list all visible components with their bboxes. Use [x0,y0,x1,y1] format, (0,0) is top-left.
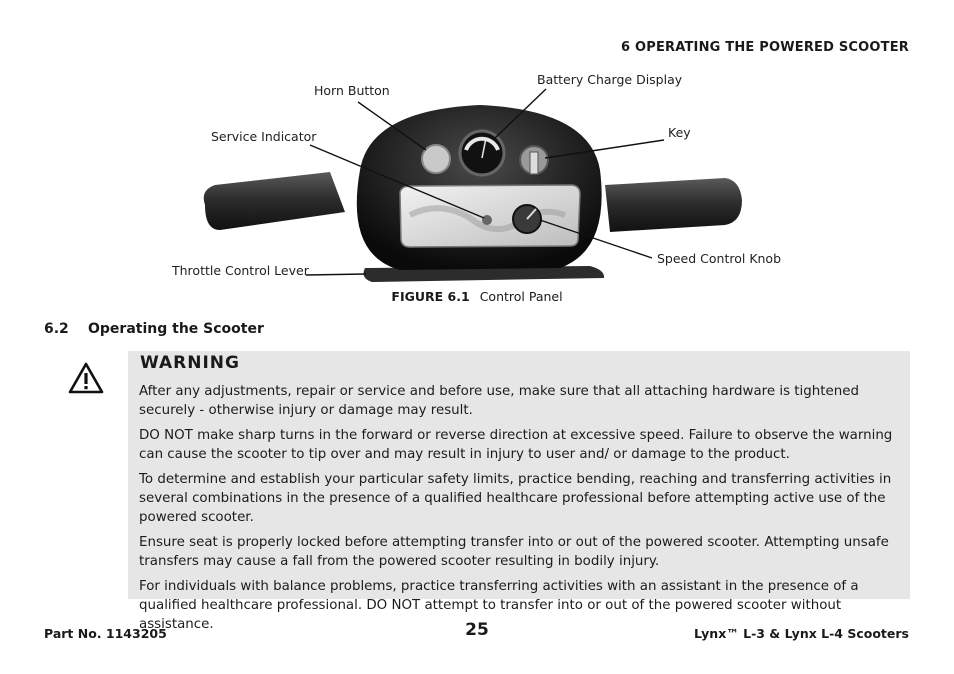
label-battery-display: Battery Charge Display [537,72,683,87]
control-panel-illustration [0,0,954,310]
speed-knob-shape [513,205,541,233]
label-speed-knob: Speed Control Knob [657,251,782,266]
warning-paragraph: DO NOT make sharp turns in the forward or reverse direction at excessive speed. Failure to observe the warning can cause the scooter to tip over and may result in injury to user and/ or damage to the product. [139,428,893,462]
warning-triangle-icon [68,362,104,394]
horn-button-shape [422,145,450,173]
page-header: 6 OPERATING THE POWERED SCOOTER [621,40,909,55]
label-horn-button: Horn Button [314,83,390,98]
figure-number: FIGURE 6.1 [391,289,470,304]
footer-part-number: Part No. 1143205 [44,626,167,641]
left-grip [204,172,345,230]
section-title-text: Operating the Scooter [88,321,264,337]
warning-paragraph: Ensure seat is properly locked before attempting transfer into or out of the powered scooter. Attempting unsafe transfers may cause a fall from the powered scooter resulting in bodily injury. [139,535,889,569]
label-service-indicator: Service Indicator [211,129,317,144]
right-grip [605,178,742,232]
label-key: Key [668,125,691,140]
label-throttle-lever: Throttle Control Lever [172,263,309,278]
section-number: 6.2 [44,321,69,337]
section-heading [44,321,264,337]
warning-title: WARNING [140,353,240,373]
control-panel-figure [0,0,954,310]
figure-caption [0,289,954,304]
key-shape [520,146,548,174]
battery-gauge [460,131,504,175]
footer-page-number: 25 [465,620,489,640]
figure-caption-text: Control Panel [479,289,563,304]
warning-paragraph: For individuals with balance problems, practice transferring activities with an assistant in the presence of a qualified healthcare professional. DO NOT attempt to transfer into or out of the powered scooter without assistance. [139,579,859,632]
warning-paragraph: To determine and establish your particular safety limits, practice bending, reaching and transferring activities in several combinations in the presence of a qualified healthcare professional before attempting active use of the powered scooter. [139,472,892,525]
warning-paragraph: After any adjustments, repair or service and before use, make sure that all attaching hardware is tightened securely - otherwise injury or damage may result. [139,384,859,418]
footer-model: Lynx™ L-3 & Lynx L-4 Scooters [694,626,909,641]
warning-body [139,382,901,640]
